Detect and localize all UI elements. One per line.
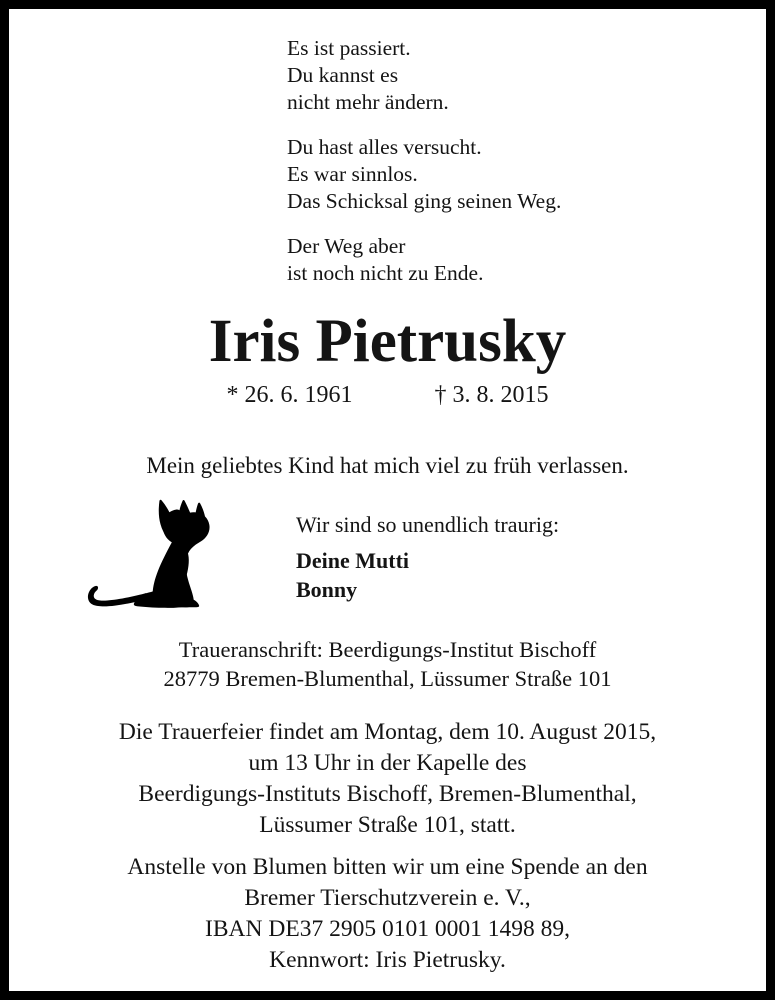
donation-reference: Kennwort: Iris Pietrusky. [269, 947, 506, 973]
poem-line: Der Weg aber [287, 234, 406, 258]
donation-line: Bremer Tierschutzverein e. V., [244, 885, 531, 911]
deceased-name: Iris Pietrusky [208, 308, 567, 375]
mourners-block [296, 510, 559, 604]
sitting-cat-silhouette-icon [81, 496, 221, 621]
service-line: Die Trauerfeier findet am Montag, dem 10. August 2015, [118, 719, 657, 745]
memorial-poem [287, 35, 561, 287]
poem-line: nicht mehr ändern. [287, 90, 449, 114]
poem-line: Es war sinnlos. [287, 162, 418, 186]
notice-inner [9, 9, 766, 991]
mourner-name: Deine Mutti [296, 548, 410, 573]
donation-line: Anstelle von Blumen bitten wir um eine Spende an den [127, 854, 648, 880]
poem-line: Das Schicksal ging seinen Weg. [287, 189, 562, 213]
service-line: Beerdigungs-Instituts Bischoff, Bremen-Blumenthal, [138, 781, 637, 807]
address-line: 28779 Bremen-Blumenthal, Lüssumer Straße 101 [163, 666, 612, 691]
poem-line: Du kannst es [287, 63, 399, 87]
mourner-name: Bonny [296, 577, 358, 602]
mourners-row [9, 496, 766, 621]
life-dates [9, 375, 766, 409]
poem-line: Es ist passiert. [287, 36, 411, 60]
service-line: um 13 Uhr in der Kapelle des [248, 750, 527, 776]
deceased-name-block [9, 309, 766, 409]
death-date: 3. 8. 2015 [452, 382, 549, 408]
donation-request [9, 852, 766, 976]
address-line: Traueranschrift: Beerdigungs-Institut Bischoff [178, 637, 597, 662]
condolence-address [9, 635, 766, 693]
funeral-service-details [9, 717, 766, 841]
donation-iban: IBAN DE37 2905 0101 0001 1498 89, [205, 916, 570, 942]
mourners-intro: Wir sind so unendlich traurig: [296, 512, 560, 537]
service-line: Lüssumer Straße 101, statt. [259, 812, 516, 838]
poem-line: Du hast alles versucht. [287, 135, 482, 159]
poem-line: ist noch nicht zu Ende. [287, 261, 484, 285]
poem-stanza-2 [287, 134, 561, 215]
birth-symbol: * [226, 382, 239, 408]
poem-stanza-3 [287, 233, 561, 287]
birth-date: 26. 6. 1961 [244, 382, 353, 408]
death-symbol: † [434, 382, 447, 408]
lead-line: Mein geliebtes Kind hat mich viel zu früh verlassen. [146, 453, 629, 478]
poem-stanza-1 [287, 35, 561, 116]
